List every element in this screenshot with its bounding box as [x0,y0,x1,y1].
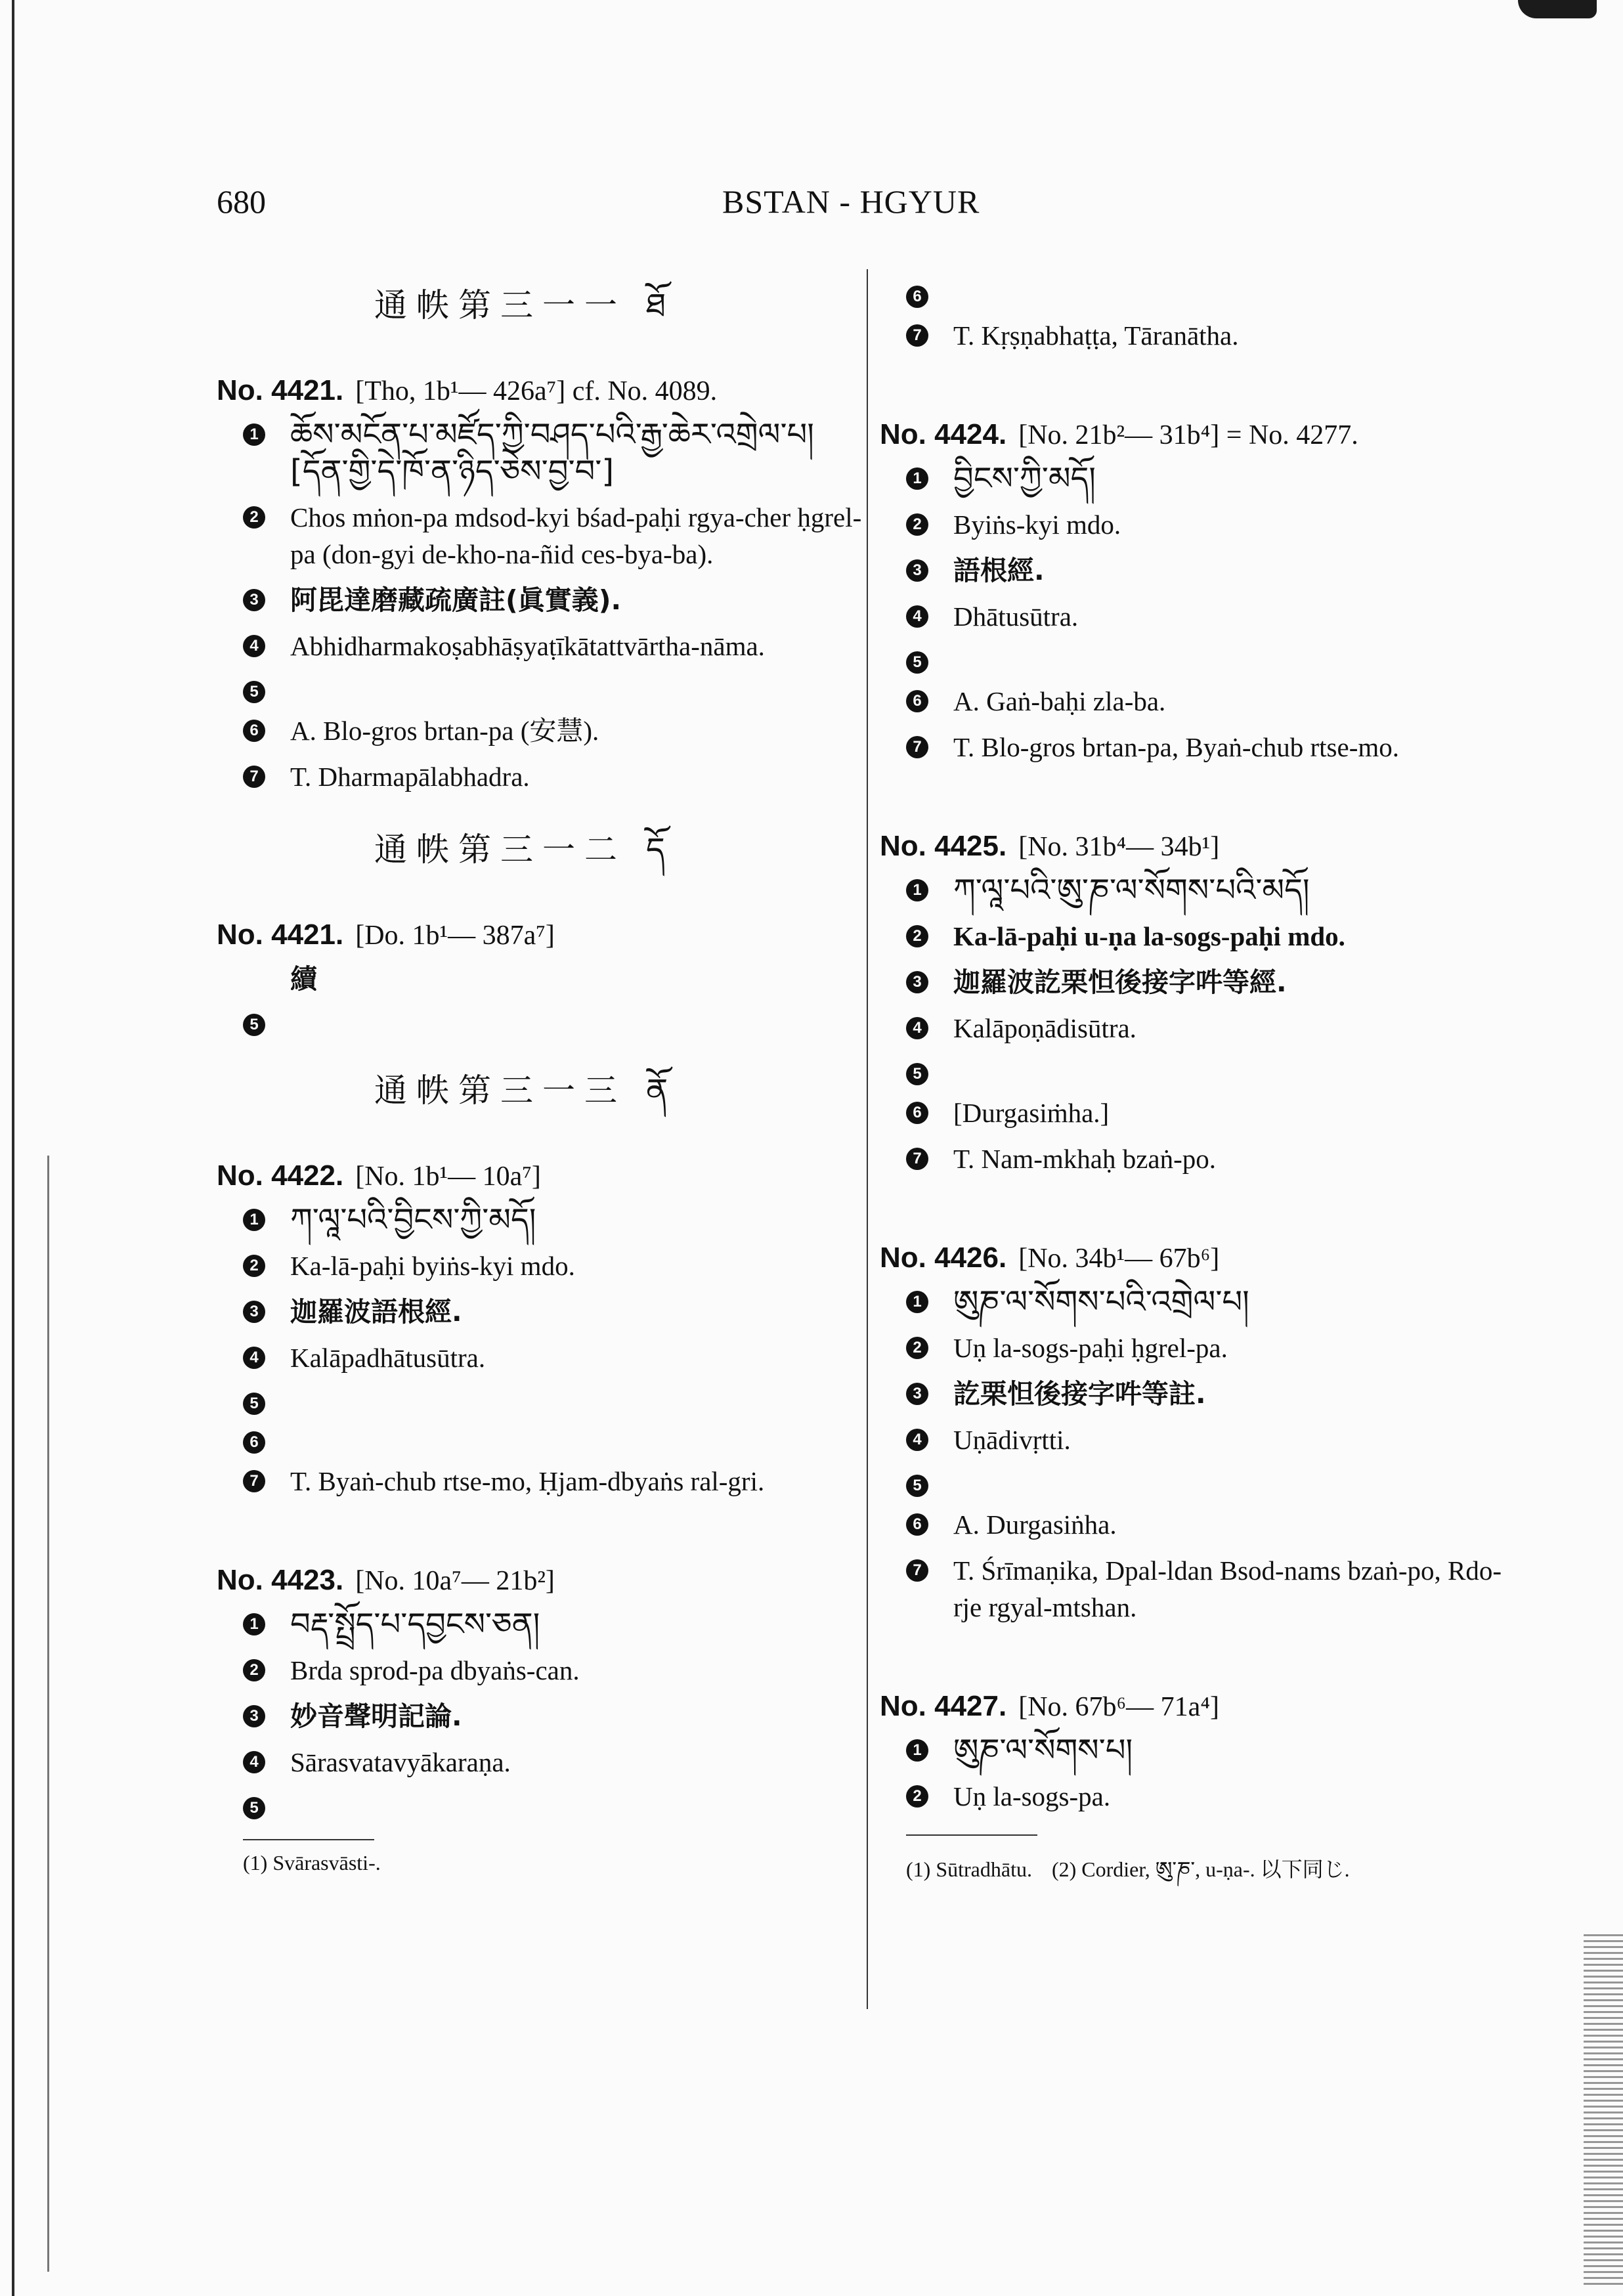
entry-line [906,1094,1523,1131]
entry-line [906,1778,1523,1815]
entry-line-text: T. Byaṅ-chub rtse-mo, Ḥjam-dbyaṅs ral-gri. [290,1466,765,1496]
entry-reference: [No. 67b⁶— 71a⁴] [1018,1692,1219,1722]
entry-line [243,416,867,490]
entry-line [906,460,1523,497]
entry-line-text: 語根經. [953,555,1045,586]
entry-heading [880,1690,1523,1723]
entry-line [243,1385,867,1415]
entry-line-text: བརྡ་སྤྲོད་པ་དབྱངས་ཅན། [290,1606,540,1643]
entry-line-text: Abhidharmakoṣabhāṣyaṭīkātattvārtha-nāma. [290,631,765,661]
entry-gap [880,1196,1523,1242]
entry-line-text: T. Nam-mkhaḥ bzaṅ-po. [953,1144,1216,1174]
field-number-badge: 1 [243,1613,265,1635]
field-number-badge: 4 [243,1347,265,1369]
entry-reference: [No. 21b²— 31b⁴] = No. 4277. [1018,420,1358,450]
field-number-badge: 1 [906,467,928,490]
entry-line [243,1202,867,1238]
field-number-badge: 5 [243,681,265,703]
entry-number: No. 4426. [880,1242,1007,1274]
entry-heading [880,830,1523,863]
field-number-badge: 6 [906,1513,928,1536]
field-number-badge: 3 [243,1301,265,1323]
entry-gap [880,784,1523,830]
entry-line [243,1293,867,1330]
page-number: 680 [217,183,266,220]
entry-number: No. 4425. [880,830,1007,862]
field-number-badge: 2 [906,1785,928,1808]
entry-line [906,1552,1523,1626]
entry-number: No. 4424. [880,418,1007,450]
entry-line [906,644,1523,674]
entry-line [243,1744,867,1781]
entry-heading [217,1564,867,1597]
entry-line [906,1010,1523,1047]
field-number-badge: 4 [906,1429,928,1451]
entry-line-text: 迦羅波訖栗怛後接字吽等經. [953,966,1287,998]
entry-line [906,1421,1523,1458]
field-number-badge: 6 [906,690,928,712]
entry-line-text: T. Śrīmaṇika, Dpal-ldan Bsod-nams bzaṅ-po, Rdo-rje rgyal-mtshan. [953,1555,1502,1622]
entry-line-text: 妙音聲明記論. [290,1700,462,1732]
entry-line [906,872,1523,909]
entry-line [906,598,1523,635]
field-number-badge: 7 [906,736,928,758]
entry-heading [217,374,867,407]
entry-number: No. 4421. [217,919,344,951]
entry-line [243,582,867,618]
field-number-badge: 5 [243,1393,265,1415]
entry-line [906,1330,1523,1366]
field-number-badge: 7 [243,766,265,788]
field-number-badge: 1 [906,1291,928,1313]
entry-line [243,1652,867,1689]
entry-line-text: T. Blo-gros brtan-pa, Byaṅ-chub rtse-mo. [953,732,1399,762]
corner-blot [1518,0,1597,18]
field-number-badge: 7 [906,1559,928,1582]
entry-line [906,1140,1523,1177]
catalog-entry [217,919,867,1036]
entry-line [906,964,1523,1001]
entry-reference: [No. 10a⁷— 21b²] [355,1566,555,1596]
field-number-badge: 4 [243,635,265,657]
entry-line-text: བྱིངས་ཀྱི་མདོ། [953,460,1096,497]
field-number-badge: 5 [243,1797,265,1819]
field-number-badge: 4 [906,1017,928,1039]
field-number-badge: 7 [906,324,928,347]
catalog-entry [880,1242,1523,1626]
entry-line [906,552,1523,589]
entry-heading [880,1242,1523,1274]
entry-line [906,683,1523,720]
entry-line-text: T. Kṛṣṇabhaṭṭa, Tāranātha. [953,320,1239,351]
entry-heading [880,418,1523,451]
entry-line-text: Kalāpadhātusūtra. [290,1343,486,1373]
entry-line [243,674,867,703]
field-number-badge: 2 [906,1337,928,1359]
running-title: BSTAN - HGYUR [722,183,980,220]
catalog-entry [880,418,1523,766]
entry-line [906,1284,1523,1320]
entry-line [243,758,867,795]
volume-heading: 通帙第三一二 དོ [374,831,674,869]
entry-line [243,1790,867,1819]
catalog-entry [217,1159,867,1500]
entry-line [906,317,1523,354]
right-column [880,269,1523,1905]
field-number-badge: 3 [906,559,928,582]
footnote-item: (2) Cordier, ཨུ་ཎ་, u-ṇa-. 以下同じ. [1051,1857,1350,1881]
entry-line [243,1247,867,1284]
entry-line [243,961,867,997]
entry-heading [217,919,867,951]
entry-line-text: [Durgasiṁha.] [953,1098,1110,1128]
entry-number: No. 4423. [217,1564,344,1596]
field-number-badge: 2 [243,1659,265,1681]
field-number-badge: 1 [906,1739,928,1762]
entry-line-text: Ka-lā-paḥi u-ṇa la-sogs-paḥi mdo. [953,921,1345,951]
entry-line [243,1424,867,1454]
entry-line-text: ཀ་ལཱ་པའི་བྱིངས་ཀྱི་མདོ། [290,1202,536,1238]
field-number-badge: 1 [243,1209,265,1231]
footnotes [243,1851,867,1875]
entry-line-text: Brda sprod-pa dbyaṅs-can. [290,1655,580,1685]
footnote-rule [906,1834,1037,1836]
entry-line-text: Chos mṅon-pa mdsod-kyi bśad-paḥi rgya-cher ḥgrel-pa (don-gyi de-kho-na-ñid ces-bya-ba). [290,502,862,569]
field-number-badge: 3 [243,1705,265,1727]
entry-line [906,1506,1523,1543]
field-number-badge: 5 [906,1063,928,1085]
entry-line [243,1606,867,1643]
field-number-badge: 4 [906,605,928,628]
entry-line-text: A. Gaṅ-baḥi zla-ba. [953,686,1166,716]
field-number-badge: 3 [906,971,928,993]
entry-line-text: Uṇ la-sogs-pa. [953,1781,1111,1811]
field-number-badge: 3 [906,1383,928,1405]
entry-line-text: ཆོས་མངོན་པ་མཛོད་ཀྱི་བཤད་པའི་རྒྱ་ཆེར་འགྲེལ་པ།[དོན་གྱི་དེ་ཁོ་ན་ཉིད་ཅེས་བྱ་བ་] [290,416,814,490]
entry-line-text: ཀ་ལཱ་པའི་ཨུ་ཎ་ལ་སོགས་པའི་མདོ། [953,872,1310,909]
entry-line [243,712,867,749]
field-number-badge: 4 [243,1751,265,1773]
binding-texture [1584,1930,1623,2285]
footnote-rule [243,1839,374,1840]
left-column [217,269,867,1875]
entry-line [243,1339,867,1376]
entry-line-text: Uṇ la-sogs-paḥi ḥgrel-pa. [953,1333,1228,1363]
entry-line [243,499,867,573]
entry-gap [880,1644,1523,1690]
field-number-badge: 2 [243,506,265,529]
catalog-entry [217,1564,867,1819]
page-edge-line [12,0,14,2296]
volume-heading: 通帙第三一一 ཐོ [374,286,676,324]
entry-line-text: 續 [290,963,317,995]
catalog-entry [880,278,1523,354]
entry-line [906,1467,1523,1497]
entry-reference: [No. 34b¹— 67b⁶] [1018,1244,1220,1274]
entry-gap [217,1518,867,1564]
field-number-badge: 7 [906,1148,928,1170]
entry-number: No. 4422. [217,1159,344,1192]
entry-line [906,918,1523,955]
entry-line-text: 阿毘達磨藏疏廣註(眞實義). [290,584,622,616]
entry-number: No. 4421. [217,374,344,406]
field-number-badge: 6 [906,286,928,308]
field-number-badge: 7 [243,1470,265,1492]
entry-line-text: Sārasvatavyākaraṇa. [290,1747,511,1777]
field-number-badge: 6 [243,1431,265,1454]
catalog-entry [880,1690,1523,1815]
field-number-badge: 1 [906,879,928,901]
entry-line-text: A. Blo-gros brtan-pa (安慧). [290,716,599,746]
field-number-badge: 2 [906,513,928,536]
entry-line-text: ཨུཎ་ལ་སོགས་པ། [953,1732,1133,1769]
entry-line-text: Uṇādivṛtti. [953,1425,1071,1455]
field-number-badge: 5 [906,651,928,674]
catalog-entry [217,374,867,795]
entry-line [243,1007,867,1036]
entry-reference: [No. 1b¹— 10a⁷] [355,1161,541,1192]
field-number-badge: 6 [906,1102,928,1124]
volume-heading: 通帙第三一三 ནོ [374,1072,678,1110]
entry-line-text: 訖栗怛後接字吽等註. [953,1378,1206,1410]
entry-line [243,1698,867,1735]
entry-line-text: Byiṅs-kyi mdo. [953,509,1121,540]
footnotes [906,1846,1523,1905]
entry-reference: [No. 31b⁴— 34b¹] [1018,832,1220,862]
entry-number: No. 4427. [880,1690,1007,1722]
entry-reference: [Tho, 1b¹— 426a⁷] cf. No. 4089. [355,376,718,406]
entry-line [906,278,1523,308]
entry-line [243,1463,867,1500]
entry-line-text: Kalāpoṇādisūtra. [953,1013,1136,1043]
entry-heading [217,1159,867,1192]
entry-line-text: ཨུཎ་ལ་སོགས་པའི་འགྲེལ་པ། [953,1284,1249,1320]
page-edge-line-inner [47,1156,49,2272]
entry-line [906,729,1523,766]
entry-line [243,628,867,664]
field-number-badge: 5 [243,1014,265,1036]
entry-gap [880,372,1523,418]
entry-line [906,1732,1523,1769]
field-number-badge: 1 [243,423,265,446]
entry-line-text: A. Durgasiṅha. [953,1509,1117,1540]
field-number-badge: 6 [243,720,265,742]
entry-line-text: Dhātusūtra. [953,601,1079,632]
footnote-item: (1) Sūtradhātu. [906,1857,1032,1881]
field-number-badge: 3 [243,589,265,611]
entry-line-text: 迦羅波語根經. [290,1296,462,1328]
entry-line [906,1056,1523,1085]
footnote-item: (1) Svārasvāsti-. [243,1851,381,1874]
catalog-entry [880,830,1523,1177]
entry-line [906,1375,1523,1412]
field-number-badge: 2 [906,925,928,947]
entry-line-text: T. Dharmapālabhadra. [290,762,530,792]
entry-line-text: Ka-lā-paḥi byiṅs-kyi mdo. [290,1251,575,1281]
entry-reference: [Do. 1b¹— 387a⁷] [355,921,555,951]
column-divider [867,269,868,2009]
field-number-badge: 5 [906,1475,928,1497]
entry-line [906,506,1523,543]
field-number-badge: 2 [243,1255,265,1277]
